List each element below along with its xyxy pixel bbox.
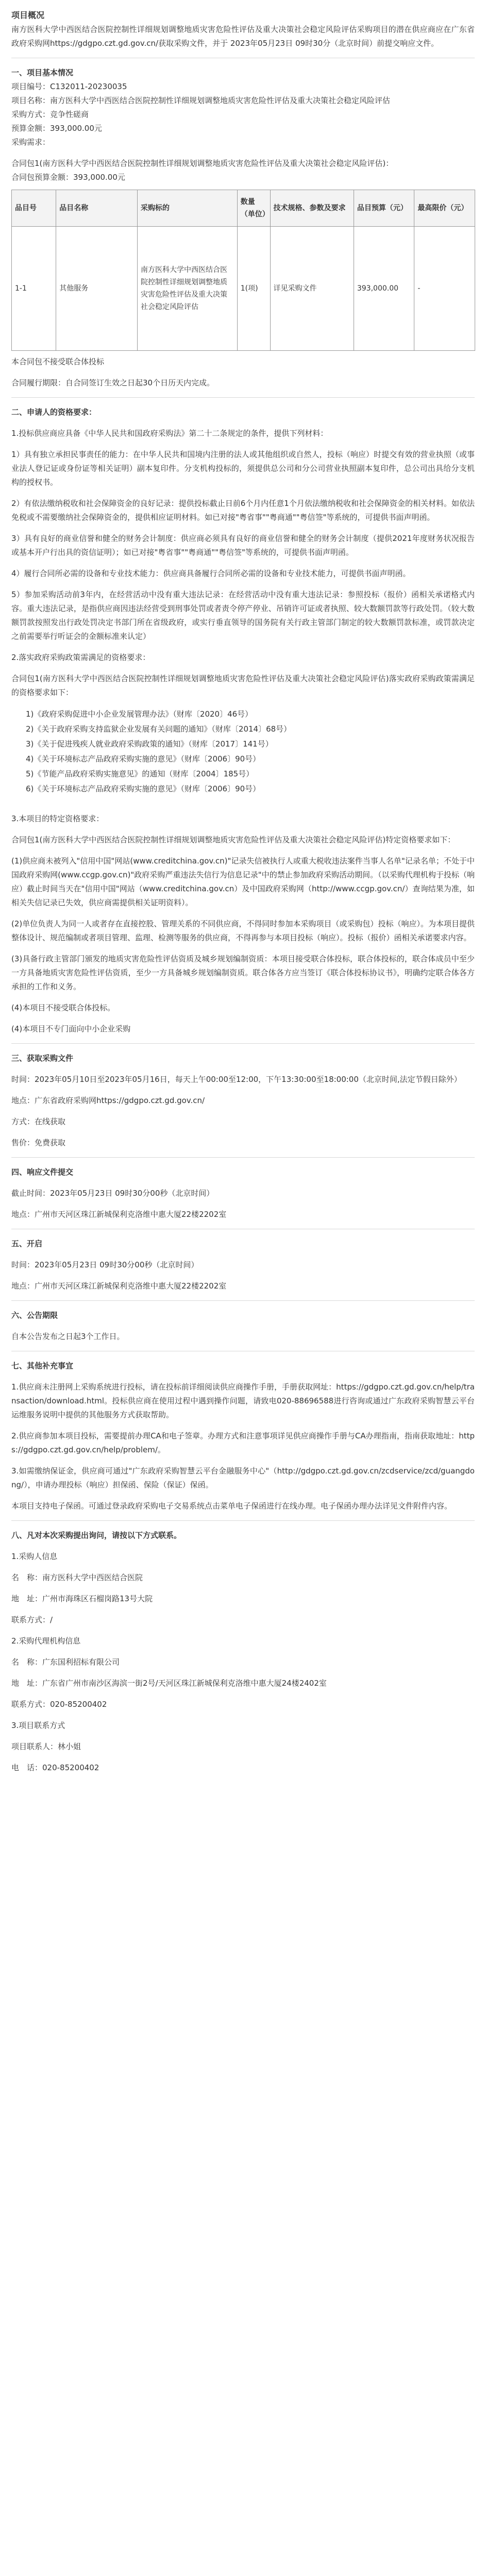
agent-name: 名 称：广东国利招标有限公司 xyxy=(11,1657,120,1667)
divider xyxy=(11,397,475,398)
qualification-item: 2）有依法缴纳税收和社会保障资金的良好记录：提供投标截止日前6个月内任意1个月依法缴纳税收和社会保障资金的相关材料。如依法免税或不需要缴纳社会保障资金的，提供相应证明材料。如已对接"粤省事""粤商通""粤信签"等系统的，可提供书面声明函。 xyxy=(11,499,475,522)
buyer-contact: 联系方式：/ xyxy=(11,1615,53,1624)
qualification-item: 5）参加采购活动前3年内，在经营活动中没有重大违法记录：在经营活动中没有重大违法记录：参照投标（报价）函相关承诺格式内容。重大违法记录，是指供应商因违法经营受到刑事处罚或者责令停产停业、吊销许可证或者执照、较大数额罚款等行政处罚。（较大数额罚款按照发出行政处罚决定书部门所在省级政府，或实行垂直领导的国务院有关行政主管部门制定的较大数额罚款标准，或罚款决定之前需要举行听证会的金额标准来认定） xyxy=(11,590,475,641)
cell-spec: 详见采购文件 xyxy=(270,227,354,351)
procurement-method: 采购方式：竞争性磋商 xyxy=(11,110,89,119)
obtain-price: 售价：免费获取 xyxy=(11,1138,66,1147)
specific-text: 合同包1(南方医科大学中西医结合医院控制性详细规划调整地质灾害危险性评估及重大决策社会稳定风险评估)特定资格要求如下： xyxy=(11,835,456,844)
policy-title: 2.落实政府采购政策需满足的资格要求： xyxy=(11,653,150,662)
agent-address: 地 址：广东省广州市南沙区海滨一街2号/天河区珠江新城保利克洛维中惠大厦24楼2402室 xyxy=(11,1679,327,1688)
supplement-item: 本项目支持电子保函。可通过登录政府采购电子交易系统点击菜单电子保函进行在线办理。电子保函办理办法详见文件附件内容。 xyxy=(11,1501,453,1511)
no-consortium-note: 本合同包不接受联合体投标 xyxy=(11,357,105,366)
divider xyxy=(11,1300,475,1301)
project-number: 项目编号：C132011-20230035 xyxy=(11,82,127,91)
requirement-label: 采购需求： xyxy=(11,138,51,147)
agent-contact: 联系方式：020-85200402 xyxy=(11,1700,107,1709)
qualification-item: 4）履行合同所必需的设备和专业技术能力：供应商具备履行合同所必需的设备和专业技术能力，可提供书面声明函。 xyxy=(11,569,411,578)
cell-target: 南方医科大学中西医结合医院控制性详细规划调整地质灾害危险性评估及重大决策社会稳定风险评估 xyxy=(138,227,238,351)
policy-item: 4)《关于环境标志产品政府采购实施的意见》（财库〔2006〕90号） xyxy=(26,754,261,764)
policy-text: 合同包1(南方医科大学中西医结合医院控制性详细规划调整地质灾害危险性评估及重大决策社会稳定风险评估)落实政府采购政策需满足的资格要求如下： xyxy=(11,674,475,697)
overview-text: 南方医科大学中西医结合医院控制性详细规划调整地质灾害危险性评估及重大决策社会稳定风险评估采购项目的潜在供应商应在广东省政府采购网https://gdgpo.czt.gd.gov.cn/获取采购文件，并于 2023年05月23日 09时30分（北京时间）前提交响应文件。 xyxy=(11,25,475,48)
opening-place: 地点：广州市天河区珠江新城保利克洛维中惠大厦22楼2202室 xyxy=(11,1281,227,1291)
qualification-intro: 1.投标供应商应具备《中华人民共和国政府采购法》第二十二条规定的条件，提供下列材料： xyxy=(11,429,328,438)
table-header-row xyxy=(12,190,475,227)
section4-title: 四、响应文件提交 xyxy=(11,1167,74,1177)
obtain-place[interactable]: 地点：广东省政府采购网https://gdgpo.czt.gd.gov.cn/ xyxy=(11,1096,205,1105)
obtain-time: 时间：2023年05月10日至2023年05月16日，每天上午00:00至12:00，下午13:30:00至18:00:00（北京时间,法定节假日除外） xyxy=(11,1075,462,1084)
opening-time: 时间：2023年05月23日 09时30分00秒（北京时间） xyxy=(11,1260,199,1269)
items-table xyxy=(11,190,475,351)
section3-title: 三、获取采购文件 xyxy=(11,1054,74,1063)
overview-title: 项目概况 xyxy=(11,10,45,20)
col-header-category: 品目名称 xyxy=(56,190,138,227)
section2-title: 二、申请人的资格要求： xyxy=(11,408,97,417)
section1-title: 一、项目基本情况 xyxy=(11,68,74,77)
announcement-period: 自本公告发布之日起3个工作日。 xyxy=(11,1332,125,1341)
qualification-item: 3）具有良好的商业信誉和健全的财务会计制度：供应商必须具有良好的商业信誉和健全的财务会计制度（提供2021年度财务状况报告或基本开户行出具的资信证明）；如已对接"粤省事""粤商通""粤信签"等系统的，可提供书面声明函。 xyxy=(11,534,475,557)
cell-budget: 393,000.00 xyxy=(354,227,414,351)
divider xyxy=(11,1520,475,1521)
supplement-item: 2.供应商参加本项目投标，需要提前办理CA和电子签章。办理方式和注意事项详见供应商操作手册与CA办理指南，指南获取地址：https://gdgpo.czt.gd.gov.cn/help/problem/。 xyxy=(11,1431,475,1454)
specific-item: (1)供应商未被列入"信用中国"网站(www.creditchina.gov.cn)"记录失信被执行人或重大税收违法案件当事人名单"记录名单；不处于中国政府采购网(www.ccgp.gov.cn)"政府采购严重违法失信行为信息记录"中的禁止参加政府采购活动期间。（以采购代理机构于投标（响应）截止时间当天在"信用中国"网站（www.creditchina.gov.cn）及中国政府采购网（http://www.ccgp.gov.cn/）查询结果为准，如相关失信记录已失效，供应商需提供相关证明资料）。 xyxy=(11,856,475,907)
table-row xyxy=(12,227,475,351)
buyer-title: 1.采购人信息 xyxy=(11,1552,58,1561)
policy-item: 3)《关于促进残疾人就业政府采购政策的通知》（财库〔2017〕141号） xyxy=(26,739,273,749)
policy-item: 1)《政府采购促进中小企业发展管理办法》（财库〔2020〕46号） xyxy=(26,709,253,719)
section7-title: 七、其他补充事宜 xyxy=(11,1361,74,1370)
policy-item: 6)《关于环境标志产品政府采购实施的意见》（财库〔2006〕90号） xyxy=(26,784,261,793)
cell-qty: 1(项) xyxy=(237,227,270,351)
obtain-way: 方式：在线获取 xyxy=(11,1117,66,1126)
project-contact-phone: 电 话：020-85200402 xyxy=(11,1763,99,1772)
policy-item: 5)《节能产品政府采购实施意见》的通知（财库〔2004〕185号） xyxy=(26,769,254,778)
specific-item: (4)本项目不接受联合体投标。 xyxy=(11,1003,115,1012)
specific-title: 3.本项目的特定资格要求： xyxy=(11,814,104,823)
supplement-item: 3.如需缴纳保证金，供应商可通过"广东政府采购智慧云平台金融服务中心"（http://gdgpo.czt.gd.gov.cn/zcdservice/zcd/guangdong/），申请办理投标（响应）担保函、保险（保证）保函。 xyxy=(11,1466,475,1489)
col-header-qty: 数量（单位） xyxy=(237,190,270,227)
specific-item: (3)具备行政主管部门颁发的地质灾害危险性评估资质及城乡规划编制资质：本项目接受联合体投标，联合体投标的，联合体成员中至少一方具备地质灾害危险性评估资质，至少一方具备城乡规划编制资质。联合体各方应当签订《联合体投标协议书》，明确约定联合体各方承担的工作和义务。 xyxy=(11,954,475,991)
divider xyxy=(11,1157,475,1158)
submit-deadline: 截止时间：2023年05月23日 09时30分00秒（北京时间） xyxy=(11,1189,214,1198)
package-budget: 合同包预算金额：393,000.00元 xyxy=(11,173,125,182)
agent-title: 2.采购代理机构信息 xyxy=(11,1636,81,1646)
qualification-item: 1）具有独立承担民事责任的能力：在中华人民共和国境内注册的法人或其他组织或自然人，投标（响应）时提交有效的营业执照（或事业法人登记证或身份证等相关证明）副本复印件。分支机构投标的，须提供总公司和分公司营业执照副本复印件，总公司出具给分支机构的授权书。 xyxy=(11,450,475,487)
cell-no: 1-1 xyxy=(12,227,56,351)
project-contact-name: 项目联系人：林小姐 xyxy=(11,1742,81,1751)
buyer-name: 名 称：南方医科大学中西医结合医院 xyxy=(11,1573,143,1582)
project-name: 项目名称：南方医科大学中西医结合医院控制性详细规划调整地质灾害危险性评估及重大决策社会稳定风险评估 xyxy=(11,96,391,105)
contract-term: 合同履行期限：自合同签订生效之日起30个日历天内完成。 xyxy=(11,378,215,387)
supplement-item: 1.供应商未注册网上采购系统进行投标，请在投标前详细阅读供应商操作手册，手册获取网址：https://gdgpo.czt.gd.gov.cn/help/transaction/download.html。投标供应商在使用过程中遇到操作问题，请致电020-88696588进行咨询或通过广东政府采购智慧云平台运维服务说明中提供的其他服务方式获取帮助。 xyxy=(11,1382,475,1419)
submit-place: 地点：广州市天河区珠江新城保利克洛维中惠大厦22楼2202室 xyxy=(11,1210,227,1219)
sme-note: (4)本项目不专门面向中小企业采购 xyxy=(11,1024,131,1033)
package-title: 合同包1(南方医科大学中西医结合医院控制性详细规划调整地质灾害危险性评估及重大决策社会稳定风险评估)： xyxy=(11,159,394,168)
policy-item: 2)《关于政府采购支持监狱企业发展有关问题的通知》（财库〔2014〕68号） xyxy=(26,724,292,734)
cell-category: 其他服务 xyxy=(56,227,138,351)
col-header-target: 采购标的 xyxy=(138,190,238,227)
cell-max-price: - xyxy=(414,227,475,351)
specific-item: (2)单位负责人为同一人或者存在直接控股、管理关系的不同供应商，不得同时参加本采购项目（或采购包）投标（响应）。为本项目提供整体设计、规范编制或者项目管理、监理、检测等服务的供应商，不得再参与本项目投标（响应）。投标（报价）函相关承诺要求内容。 xyxy=(11,919,475,942)
section5-title: 五、开启 xyxy=(11,1239,43,1248)
project-contact-title: 3.项目联系方式 xyxy=(11,1721,65,1730)
section6-title: 六、公告期限 xyxy=(11,1311,58,1320)
budget-amount: 预算金额：393,000.00元 xyxy=(11,124,102,133)
buyer-address: 地 址：广州市海珠区石榴岗路13号大院 xyxy=(11,1594,153,1603)
col-header-no: 品目号 xyxy=(12,190,56,227)
col-header-max-price: 最高限价（元） xyxy=(414,190,475,227)
col-header-budget: 品目预算（元） xyxy=(354,190,414,227)
col-header-spec: 技术规格、参数及要求 xyxy=(270,190,354,227)
section8-title: 八、凡对本次采购提出询问，请按以下方式联系。 xyxy=(11,1531,182,1540)
divider xyxy=(11,1043,475,1044)
